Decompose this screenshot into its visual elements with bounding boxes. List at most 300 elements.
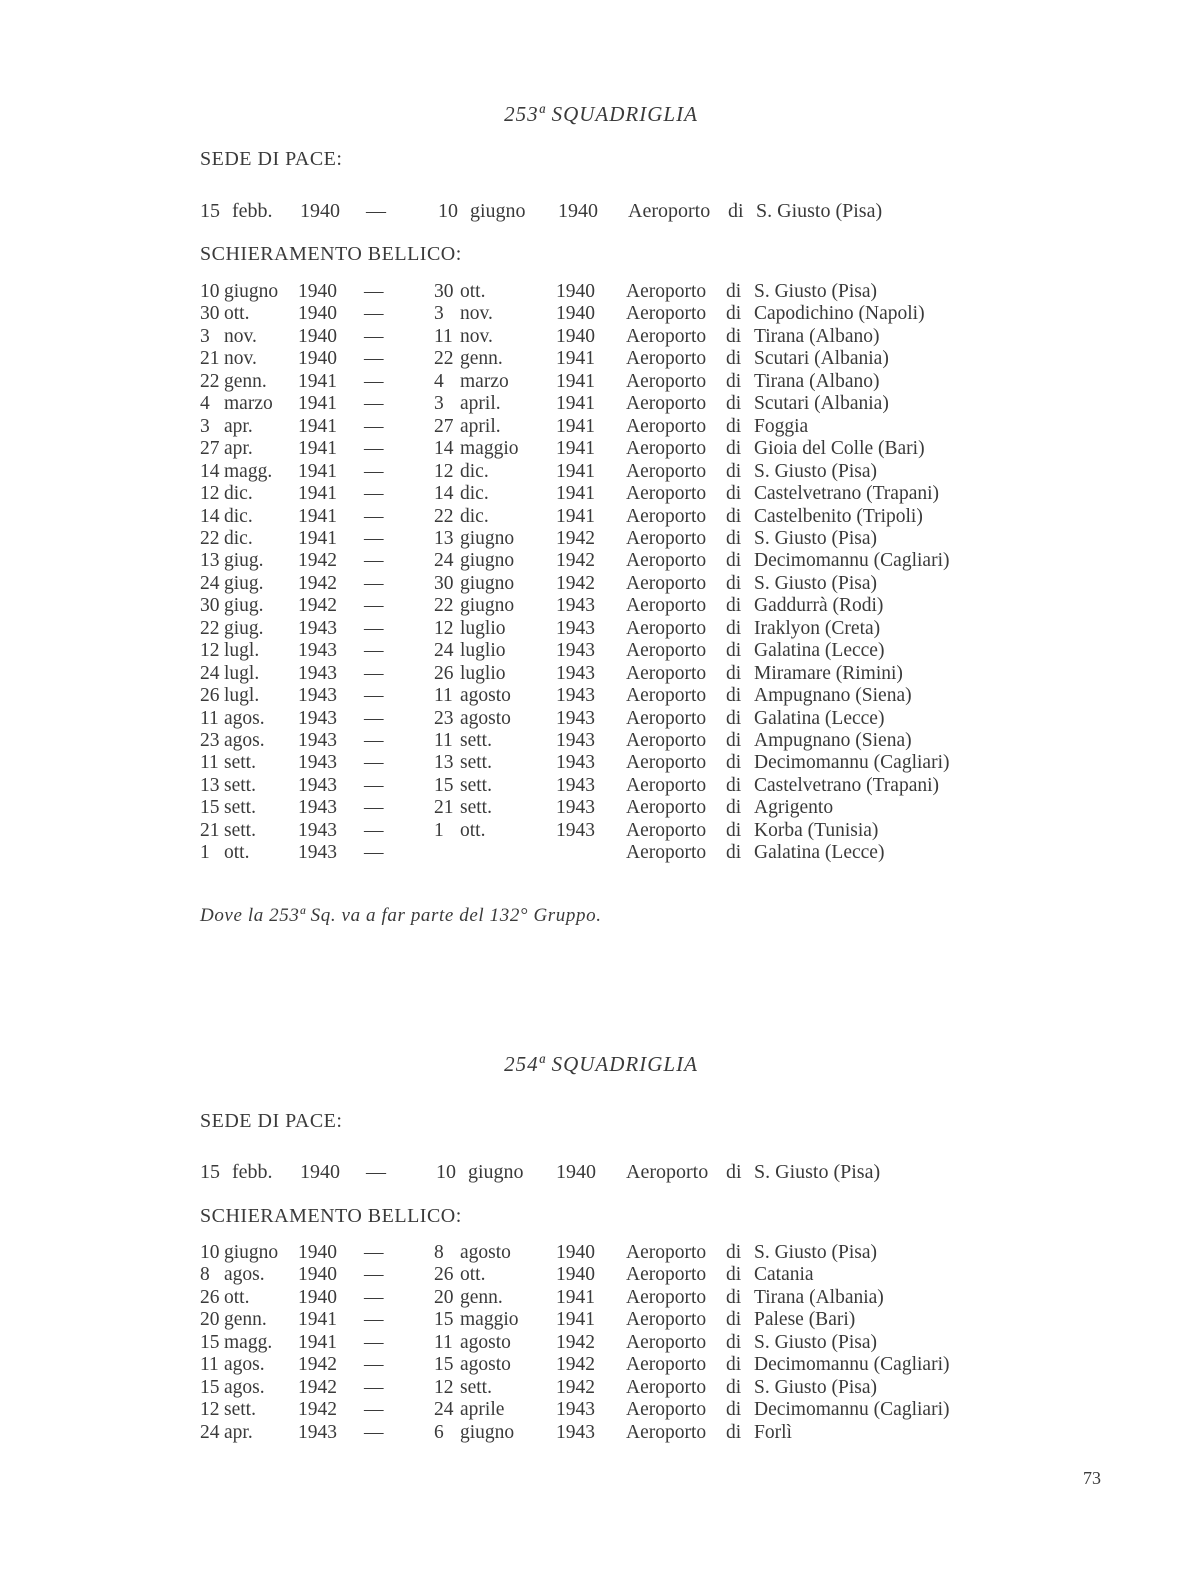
- from-day: 30: [200, 303, 220, 325]
- from-year: 1943: [298, 662, 337, 684]
- location: Gaddurrà (Rodi): [754, 595, 884, 617]
- table-row: [0, 842, 1202, 864]
- to-month: giugno: [470, 200, 526, 222]
- location: Decimomannu (Cagliari): [754, 1399, 950, 1421]
- location: Decimomannu (Cagliari): [754, 550, 950, 572]
- to-year: 1943: [556, 752, 595, 774]
- to-month: agosto: [460, 1331, 511, 1353]
- di-word: di: [726, 370, 742, 392]
- from-day: 15: [200, 1331, 220, 1353]
- to-year: 1940: [556, 325, 595, 347]
- to-year: 1940: [556, 281, 595, 302]
- to-month: sett.: [460, 797, 492, 819]
- range-dash: —: [364, 370, 384, 392]
- to-day: 6: [434, 1421, 444, 1443]
- to-month: maggio: [460, 438, 519, 460]
- di-word: di: [726, 617, 742, 639]
- to-year: 1941: [556, 370, 595, 392]
- to-year: 1942: [556, 527, 595, 549]
- from-year: 1941: [298, 1309, 337, 1331]
- from-year: 1940: [298, 1264, 337, 1286]
- airport-word: Aeroporto: [626, 460, 707, 482]
- to-day: 12: [434, 617, 454, 639]
- from-day: 14: [200, 505, 220, 527]
- from-month: sett.: [224, 1399, 256, 1421]
- from-month: agos.: [224, 1264, 265, 1286]
- di-word: di: [726, 797, 742, 819]
- to-day: 27: [434, 415, 454, 437]
- di-word: di: [726, 527, 742, 549]
- table-row: [0, 640, 1202, 662]
- to-year: 1941: [556, 1309, 595, 1331]
- to-month: luglio: [460, 640, 506, 662]
- di-word: di: [726, 1399, 742, 1421]
- di-word: di: [726, 1264, 742, 1286]
- from-year: 1943: [298, 617, 337, 639]
- from-day: 1: [200, 842, 210, 864]
- from-day: 24: [200, 662, 220, 684]
- to-year: 1943: [556, 640, 595, 662]
- table-row: [0, 303, 1202, 325]
- from-day: 22: [200, 527, 220, 549]
- location: Capodichino (Napoli): [754, 303, 925, 325]
- table-row: [0, 1287, 1202, 1309]
- di-word: di: [726, 707, 742, 729]
- di-word: di: [726, 303, 742, 325]
- airport-word: Aeroporto: [626, 527, 707, 549]
- to-year: 1941: [556, 348, 595, 370]
- to-year: 1942: [556, 572, 595, 594]
- location: S. Giusto (Pisa): [754, 1331, 877, 1353]
- to-day: 20: [434, 1286, 454, 1308]
- from-year: 1940: [298, 325, 337, 347]
- from-year: 1943: [298, 819, 337, 841]
- table-row: [0, 371, 1202, 393]
- from-year: 1943: [298, 774, 337, 796]
- range-dash: —: [364, 752, 384, 774]
- di-word: di: [726, 1242, 742, 1263]
- airport-word: Aeroporto: [626, 370, 707, 392]
- location: S. Giusto (Pisa): [756, 200, 883, 222]
- to-month: agosto: [460, 1354, 511, 1376]
- from-month: agos.: [224, 1376, 265, 1398]
- to-year: 1941: [556, 415, 595, 437]
- from-month: febb.: [232, 1161, 273, 1183]
- to-month: ott.: [460, 1264, 486, 1286]
- from-year: 1942: [298, 1354, 337, 1376]
- to-year: 1942: [556, 1376, 595, 1398]
- location: S. Giusto (Pisa): [754, 1161, 881, 1183]
- from-day: 27: [200, 438, 220, 460]
- location: Ampugnano (Siena): [754, 685, 912, 707]
- from-month: sett.: [224, 774, 256, 796]
- di-word: di: [726, 348, 742, 370]
- to-month: agosto: [460, 707, 511, 729]
- from-day: 10: [200, 281, 220, 302]
- table-row: [0, 281, 1202, 303]
- war-label-254: SCHIERAMENTO BELLICO:: [200, 1205, 462, 1227]
- location: S. Giusto (Pisa): [754, 1242, 877, 1263]
- di-word: di: [726, 415, 742, 437]
- location: Scutari (Albania): [754, 393, 889, 415]
- peace-row-254: [0, 1161, 1202, 1183]
- from-month: dic.: [224, 483, 253, 505]
- table-row: [0, 708, 1202, 730]
- to-year: 1940: [556, 1264, 595, 1286]
- from-month: magg.: [224, 460, 273, 482]
- airport-word: Aeroporto: [626, 707, 707, 729]
- to-month: giugno: [460, 1421, 515, 1443]
- from-month: dic.: [224, 505, 253, 527]
- di-word: di: [726, 819, 742, 841]
- airport-word: Aeroporto: [626, 415, 707, 437]
- airport-word: Aeroporto: [626, 1421, 707, 1443]
- to-day: 12: [434, 460, 454, 482]
- airport-word: Aeroporto: [626, 483, 707, 505]
- table-row: [0, 1354, 1202, 1376]
- di-word: di: [726, 752, 742, 774]
- to-day: 22: [434, 348, 454, 370]
- range-dash: —: [364, 662, 384, 684]
- to-day: 24: [434, 550, 454, 572]
- to-year: 1943: [556, 617, 595, 639]
- from-year: 1943: [298, 797, 337, 819]
- to-day: 30: [434, 572, 454, 594]
- to-month: giugno: [460, 595, 515, 617]
- di-word: di: [726, 1354, 742, 1376]
- airport-word: Aeroporto: [626, 797, 707, 819]
- range-dash: —: [364, 415, 384, 437]
- to-day: 3: [434, 393, 444, 415]
- to-day: 1: [434, 819, 444, 841]
- to-day: 15: [434, 1354, 454, 1376]
- airport-word: Aeroporto: [626, 325, 707, 347]
- from-year: 1942: [298, 1399, 337, 1421]
- from-day: 14: [200, 460, 220, 482]
- range-dash: —: [366, 200, 386, 222]
- airport-word: Aeroporto: [626, 819, 707, 841]
- to-month: marzo: [460, 370, 509, 392]
- to-day: 13: [434, 752, 454, 774]
- from-month: agos.: [224, 1354, 265, 1376]
- to-year: 1943: [556, 819, 595, 841]
- to-day: 26: [434, 662, 454, 684]
- from-year: 1941: [298, 393, 337, 415]
- di-word: di: [726, 281, 742, 302]
- location: S. Giusto (Pisa): [754, 1376, 877, 1398]
- to-year: 1943: [556, 707, 595, 729]
- table-row: [0, 393, 1202, 415]
- range-dash: —: [364, 707, 384, 729]
- to-day: 4: [434, 370, 444, 392]
- to-year: 1942: [556, 1354, 595, 1376]
- location: Palese (Bari): [754, 1309, 856, 1331]
- di-word: di: [726, 505, 742, 527]
- from-day: 26: [200, 685, 220, 707]
- di-word: di: [726, 1309, 742, 1331]
- from-day: 11: [200, 707, 219, 729]
- to-year: 1941: [556, 1286, 595, 1308]
- table-row: [0, 752, 1202, 774]
- di-word: di: [726, 730, 742, 751]
- range-dash: —: [364, 393, 384, 415]
- range-dash: —: [364, 483, 384, 505]
- from-month: lugl.: [224, 685, 260, 707]
- location: Castelvetrano (Trapani): [754, 774, 940, 796]
- to-year: 1943: [556, 685, 595, 707]
- table-row: [0, 775, 1202, 797]
- range-dash: —: [364, 505, 384, 527]
- to-day: 15: [434, 1309, 454, 1331]
- airport-word: Aeroporto: [626, 617, 707, 639]
- location: Decimomannu (Cagliari): [754, 1354, 950, 1376]
- from-year: 1941: [298, 1331, 337, 1353]
- to-year: 1943: [556, 1399, 595, 1421]
- table-row: [0, 1309, 1202, 1331]
- to-year: 1943: [556, 595, 595, 617]
- di-word: di: [726, 1376, 742, 1398]
- to-month: nov.: [460, 325, 493, 347]
- table-row: [0, 483, 1202, 505]
- to-day: 21: [434, 797, 454, 819]
- to-day: 26: [434, 1264, 454, 1286]
- table-row: [0, 595, 1202, 617]
- table-row: [0, 618, 1202, 640]
- di-word: di: [726, 662, 742, 684]
- to-year: 1943: [556, 730, 595, 751]
- table-row: [0, 797, 1202, 819]
- airport-word: Aeroporto: [626, 550, 707, 572]
- to-day: 24: [434, 640, 454, 662]
- from-day: 24: [200, 1421, 220, 1443]
- from-day: 21: [200, 348, 220, 370]
- to-year: 1943: [556, 797, 595, 819]
- to-month: agosto: [460, 1242, 511, 1263]
- location: S. Giusto (Pisa): [754, 460, 877, 482]
- to-month: ott.: [460, 819, 486, 841]
- from-day: 12: [200, 640, 220, 662]
- range-dash: —: [364, 281, 384, 302]
- location: Miramare (Rimini): [754, 662, 903, 684]
- di-word: di: [726, 550, 742, 572]
- table-row: [0, 438, 1202, 460]
- war-label-253: SCHIERAMENTO BELLICO:: [200, 243, 462, 265]
- range-dash: —: [364, 1286, 384, 1308]
- table-row: [0, 730, 1202, 752]
- location: Galatina (Lecce): [754, 842, 885, 864]
- to-month: agosto: [460, 685, 511, 707]
- airport-word: Aeroporto: [626, 662, 707, 684]
- from-day: 13: [200, 774, 220, 796]
- range-dash: —: [364, 774, 384, 796]
- range-dash: —: [364, 325, 384, 347]
- to-month: luglio: [460, 617, 506, 639]
- airport-word: Aeroporto: [626, 595, 707, 617]
- airport-word: Aeroporto: [626, 303, 707, 325]
- to-month: april.: [460, 415, 501, 437]
- airport-word: Aeroporto: [626, 1331, 707, 1353]
- to-year: 1942: [556, 550, 595, 572]
- airport-word: Aeroporto: [626, 572, 707, 594]
- location: Castelvetrano (Trapani): [754, 483, 940, 505]
- from-year: 1942: [298, 1376, 337, 1398]
- di-word: di: [726, 774, 742, 796]
- from-year: 1941: [298, 370, 337, 392]
- from-month: marzo: [224, 393, 273, 415]
- to-month: maggio: [460, 1309, 519, 1331]
- to-day: 3: [434, 303, 444, 325]
- location: Agrigento: [754, 797, 834, 819]
- from-month: apr.: [224, 1421, 253, 1443]
- from-year: 1942: [298, 595, 337, 617]
- from-year: 1940: [298, 348, 337, 370]
- to-month: april.: [460, 393, 501, 415]
- airport-word: Aeroporto: [626, 281, 707, 302]
- from-month: ott.: [224, 842, 250, 864]
- table-row: [0, 550, 1202, 572]
- from-month: genn.: [224, 1309, 267, 1331]
- di-word: di: [726, 685, 742, 707]
- di-word: di: [726, 1331, 742, 1353]
- to-year: 1940: [556, 1242, 595, 1263]
- range-dash: —: [364, 303, 384, 325]
- from-day: 15: [200, 797, 220, 819]
- to-year: 1940: [556, 1161, 596, 1183]
- to-year: 1943: [556, 662, 595, 684]
- airport-word: Aeroporto: [626, 640, 707, 662]
- to-year: 1940: [558, 200, 598, 222]
- from-day: 26: [200, 1286, 220, 1308]
- from-day: 22: [200, 370, 220, 392]
- location: Foggia: [754, 415, 809, 437]
- from-year: 1941: [298, 460, 337, 482]
- from-month: nov.: [224, 325, 257, 347]
- airport-word: Aeroporto: [626, 505, 707, 527]
- from-month: sett.: [224, 752, 256, 774]
- to-month: dic.: [460, 460, 489, 482]
- to-year: 1940: [556, 303, 595, 325]
- from-day: 11: [200, 752, 219, 774]
- table-row: [0, 326, 1202, 348]
- from-year: 1943: [298, 1421, 337, 1443]
- from-month: apr.: [224, 438, 253, 460]
- to-year: 1941: [556, 438, 595, 460]
- to-month: sett.: [460, 730, 492, 751]
- to-day: 12: [434, 1376, 454, 1398]
- location: Iraklyon (Creta): [754, 617, 881, 639]
- from-month: nov.: [224, 348, 257, 370]
- range-dash: —: [364, 595, 384, 617]
- to-month: sett.: [460, 752, 492, 774]
- table-row: [0, 348, 1202, 370]
- range-dash: —: [364, 640, 384, 662]
- to-year: 1941: [556, 460, 595, 482]
- to-month: nov.: [460, 303, 493, 325]
- airport-word: Aeroporto: [626, 774, 707, 796]
- airport-word: Aeroporto: [626, 1399, 707, 1421]
- to-year: 1942: [556, 1331, 595, 1353]
- di-word: di: [726, 595, 742, 617]
- section-title-254: 254ª SQUADRIGLIA: [504, 1052, 698, 1076]
- table-row: [0, 506, 1202, 528]
- location: Korba (Tunisia): [754, 819, 879, 841]
- from-day: 30: [200, 595, 220, 617]
- location: S. Giusto (Pisa): [754, 281, 877, 302]
- range-dash: —: [364, 1264, 384, 1286]
- from-year: 1943: [298, 842, 337, 864]
- airport-word: Aeroporto: [626, 1376, 707, 1398]
- range-dash: —: [364, 730, 384, 751]
- to-day: 23: [434, 707, 454, 729]
- peace-label-253: SEDE DI PACE:: [200, 148, 343, 170]
- location: Decimomannu (Cagliari): [754, 752, 950, 774]
- from-day: 15: [200, 1161, 220, 1183]
- di-word: di: [726, 325, 742, 347]
- table-row: [0, 573, 1202, 595]
- note-253: Dove la 253ª Sq. va a far parte del 132° Gruppo.: [200, 905, 602, 926]
- airport-word: Aeroporto: [626, 393, 707, 415]
- from-year: 1942: [298, 550, 337, 572]
- location: Scutari (Albania): [754, 348, 889, 370]
- table-row: [0, 1377, 1202, 1399]
- table-row: [0, 1264, 1202, 1286]
- di-word: di: [726, 1161, 742, 1183]
- from-year: 1940: [298, 281, 337, 302]
- from-day: 4: [200, 393, 210, 415]
- airport-word: Aeroporto: [626, 438, 707, 460]
- range-dash: —: [364, 438, 384, 460]
- airport-word: Aeroporto: [626, 1264, 707, 1286]
- to-month: giugno: [460, 572, 515, 594]
- from-day: 12: [200, 1399, 220, 1421]
- di-word: di: [728, 200, 744, 222]
- location: S. Giusto (Pisa): [754, 527, 877, 549]
- di-word: di: [726, 572, 742, 594]
- airport-word: Aeroporto: [626, 752, 707, 774]
- from-year: 1943: [298, 685, 337, 707]
- di-word: di: [726, 393, 742, 415]
- to-day: 24: [434, 1399, 454, 1421]
- range-dash: —: [364, 617, 384, 639]
- from-day: 8: [200, 1264, 210, 1286]
- location: Catania: [754, 1264, 814, 1286]
- to-month: giugno: [468, 1161, 524, 1183]
- from-day: 11: [200, 1354, 219, 1376]
- di-word: di: [726, 842, 742, 864]
- from-year: 1940: [298, 303, 337, 325]
- range-dash: —: [364, 1354, 384, 1376]
- to-day: 11: [434, 325, 453, 347]
- from-year: 1941: [298, 527, 337, 549]
- from-month: ott.: [224, 1286, 250, 1308]
- location: Galatina (Lecce): [754, 640, 885, 662]
- to-month: dic.: [460, 505, 489, 527]
- from-month: febb.: [232, 200, 273, 222]
- to-day: 10: [436, 1161, 456, 1183]
- to-day: 13: [434, 527, 454, 549]
- from-year: 1941: [298, 438, 337, 460]
- from-year: 1943: [298, 752, 337, 774]
- from-year: 1940: [298, 1242, 337, 1263]
- from-month: agos.: [224, 707, 265, 729]
- range-dash: —: [364, 460, 384, 482]
- di-word: di: [726, 640, 742, 662]
- from-month: dic.: [224, 527, 253, 549]
- to-year: 1943: [556, 1421, 595, 1443]
- airport-word: Aeroporto: [626, 1354, 707, 1376]
- location: Tirana (Albano): [754, 325, 880, 347]
- peace-row-253: [0, 200, 1202, 222]
